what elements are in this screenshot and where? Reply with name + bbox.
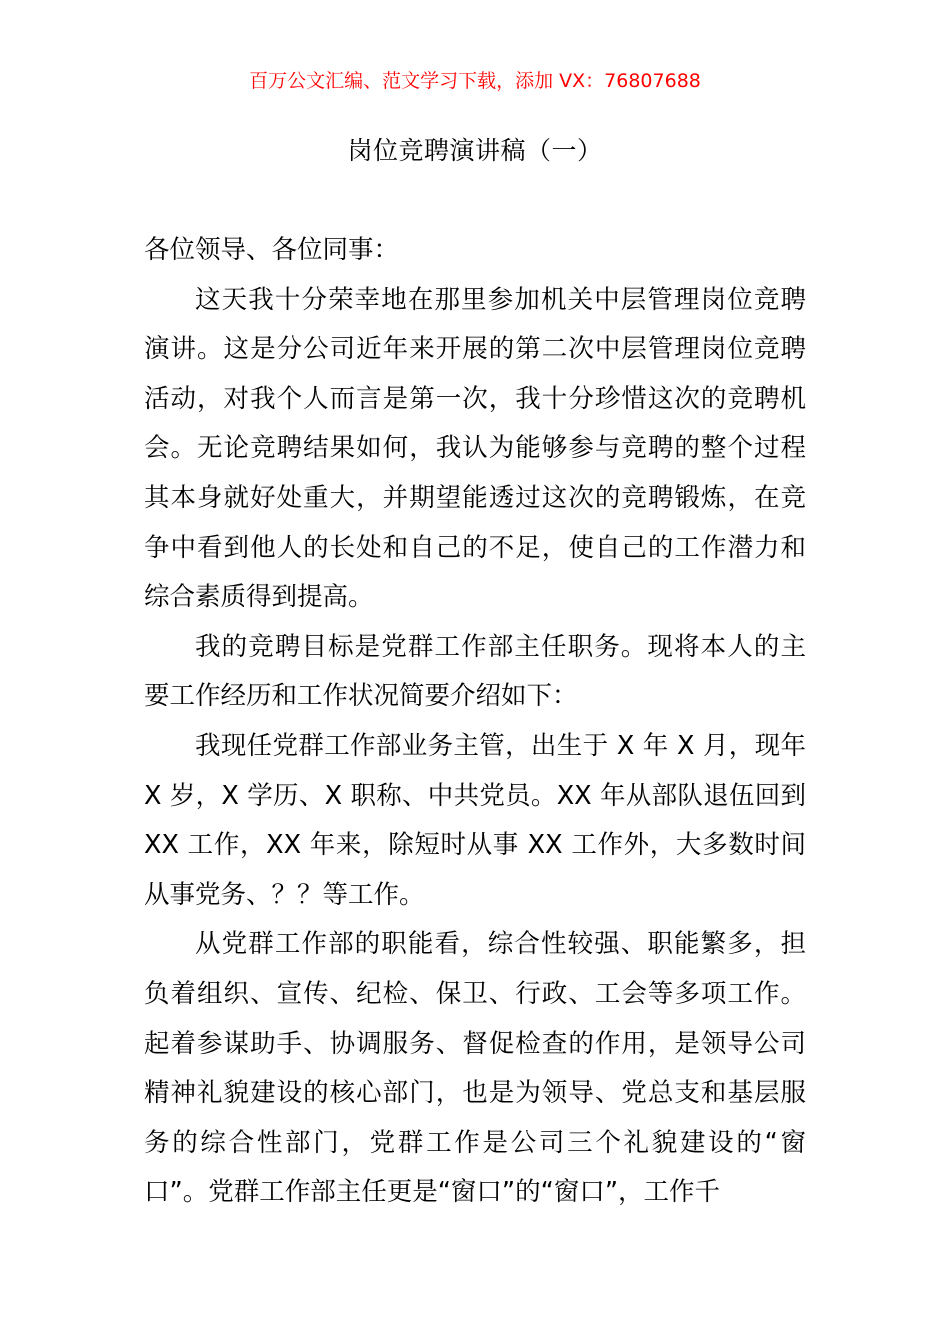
paragraph-4: 从党群工作部的职能看，综合性较强、职能繁多，担负着组织、宣传、纪检、保卫、行政、工会等多项工作。起着参谋助手、协调服务、督促检查的作用，是领导公司精神礼貌建设的核心部门，也是为领导、党总支和基层服务的综合性部门，党群工作是公司三个礼貌建设的“窗口”。党群工作部主任更是“窗口”的“窗口”，工作千 [144,929,806,1208]
header-note: 百万公文汇编、范文学习下载，添加 VX：76807688 [249,70,701,92]
paragraph-1: 这天我十分荣幸地在那里参加机关中层管理岗位竞聘演讲。这是分公司近年来开展的第二次中层管理岗位竞聘活动，对我个人而言是第一次，我十分珍惜这次的竞聘机会。无论竞聘结果如何，我认为能够参与竞聘的整个过程其本身就好处重大，并期望能透过这次的竞聘锻炼，在竞争中看到他人的长处和自己的不足，使自己的工作潜力和综合素质得到提高。 [144,284,806,613]
paragraph-3: 我现任党群工作部业务主管，出生于 X 年 X 月，现年 X 岁，X 学历、X 职称、中共党员。XX 年从部队退伍回到 XX 工作，XX 年来，除短时从事 XX 工作外，大多数时间从事党务、？？等工作。 [144,730,806,910]
salutation: 各位领导、各位同事： [144,235,400,265]
document-title: 岗位竞聘演讲稿（一） [347,136,603,165]
paragraph-2: 我的竞聘目标是党群工作部主任职务。现将本人的主要工作经历和工作状况简要介绍如下： [144,631,806,712]
document-body [144,226,806,1218]
